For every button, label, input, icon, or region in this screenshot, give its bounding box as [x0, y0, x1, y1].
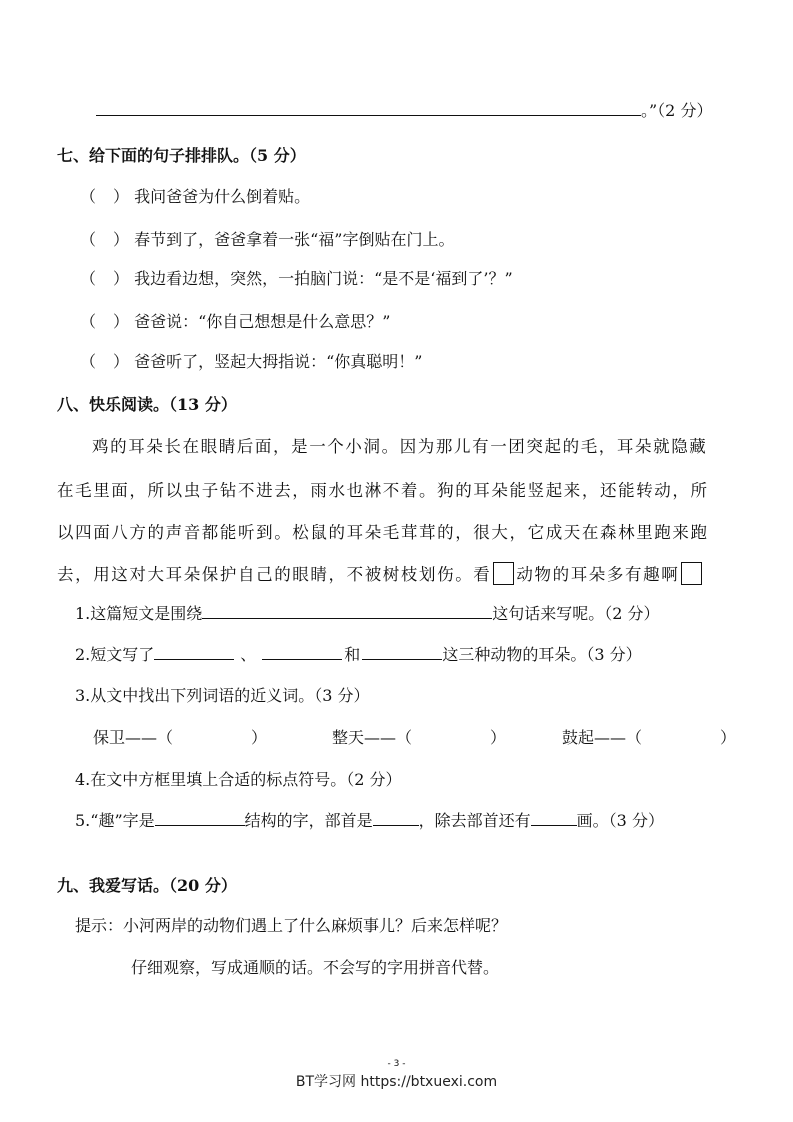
passage-line-1: 鸡的耳朵长在眼睛后面，是一个小洞。因为那儿有一团突起的毛，耳朵就隐藏 [92, 437, 708, 456]
passage-line-3: 以四面八方的声音都能听到。松鼠的耳朵毛茸茸的，很大，它成天在森林里跑来跑 [57, 523, 709, 542]
q2-prefix: 2.短文写了 [75, 645, 155, 664]
q5-blank-3[interactable] [531, 809, 577, 826]
writing-hint-1: 提示：小河两岸的动物们遇上了什么麻烦事儿？后来怎样呢？ [75, 916, 508, 935]
open-paren: （ [80, 187, 97, 206]
close-paren: ） [113, 312, 130, 331]
close-paren: ） [251, 728, 268, 747]
open-paren: （ [80, 230, 97, 249]
question-2 [75, 642, 642, 665]
passage-line-2: 在毛里面，所以虫子钻不进去，雨水也淋不着。狗的耳朵能竖起来，还能转动，所 [57, 481, 709, 500]
sequence-text: 春节到了，爸爸拿着一张“福”字倒贴在门上。 [134, 230, 455, 249]
q5-prefix: 5.“趣”字是 [75, 811, 155, 830]
sequence-text: 我问爸爸为什么倒着贴。 [134, 187, 311, 206]
close-paren: ） [113, 187, 130, 206]
q1-prefix: 1.这篇短文是围绕 [75, 604, 203, 623]
q5-blank-2[interactable] [373, 809, 419, 826]
section9-heading: 九、我爱写话。（20 分） [57, 876, 237, 895]
sequence-text: 爸爸说：“你自己想想是什么意思？” [134, 312, 391, 331]
q5-mid1: 结构的字，部首是 [244, 811, 373, 830]
q2-suffix: 这三种动物的耳朵。（3 分） [442, 645, 642, 664]
q2-blank-1[interactable] [154, 643, 234, 660]
q1-blank[interactable] [202, 602, 492, 619]
q2-blank-2[interactable] [262, 643, 342, 660]
open-paren: （ [80, 269, 97, 288]
synonym-word: 保卫——（ [93, 728, 174, 747]
q5-mid2: ，除去部首还有 [418, 811, 531, 830]
sequence-item [80, 184, 310, 207]
open-paren: （ [80, 312, 97, 331]
q5-blank-1[interactable] [155, 809, 245, 826]
close-paren: ） [113, 269, 130, 288]
sequence-item [80, 309, 391, 332]
sequence-text: 爸爸听了，竖起大拇指说：“你真聪明！” [134, 352, 423, 371]
sequence-item [80, 349, 423, 372]
question-3: 3.从文中找出下列词语的近义词。（3 分） [75, 686, 370, 705]
close-paren: ） [490, 728, 507, 747]
page-number: - 3 - [387, 1059, 406, 1069]
sequence-item [80, 266, 513, 289]
section7-heading: 七、给下面的句子排排队。（5 分） [57, 146, 306, 165]
close-paren: ） [720, 728, 737, 747]
passage-line-4 [57, 561, 737, 585]
answer-line-row [96, 98, 712, 121]
q2-blank-3[interactable] [362, 643, 442, 660]
synonym-item [93, 725, 267, 748]
question-5 [75, 808, 664, 831]
q2-sep2: 和 [344, 645, 361, 664]
close-paren: ） [113, 230, 130, 249]
q2-sep1: 、 [240, 645, 257, 664]
answer-blank[interactable] [96, 99, 641, 116]
punctuation-box[interactable] [493, 562, 514, 585]
punctuation-box[interactable] [681, 562, 702, 585]
question-4: 4.在文中方框里填上合适的标点符号。（2 分） [75, 770, 402, 789]
open-paren: （ [80, 352, 97, 371]
synonym-item [332, 725, 506, 748]
passage-line-4-text: 去，用这对大耳朵保护自己的眼睛，不被树枝划伤。看 [57, 565, 492, 584]
passage-line-4-mid: 动物的耳朵多有趣啊 [516, 565, 680, 584]
question-1 [75, 601, 660, 624]
synonym-item [562, 725, 736, 748]
sequence-text: 我边看边想，突然，一拍脑门说：“是不是‘福到了’？” [134, 269, 513, 288]
q5-suffix: 画。（3 分） [576, 811, 664, 830]
section8-heading: 八、快乐阅读。（13 分） [57, 395, 237, 414]
synonym-word: 整天——（ [332, 728, 413, 747]
footer-site: BT学习网 https://btxuexi.com [295, 1074, 498, 1090]
synonym-word: 鼓起——（ [562, 728, 643, 747]
sequence-item [80, 227, 455, 250]
answer-line-tail: 。”（2 分） [641, 101, 713, 120]
close-paren: ） [113, 352, 130, 371]
q1-suffix: 这句话来写呢。（2 分） [492, 604, 660, 623]
writing-hint-2: 仔细观察，写成通顺的话。不会写的字用拼音代替。 [131, 958, 500, 977]
